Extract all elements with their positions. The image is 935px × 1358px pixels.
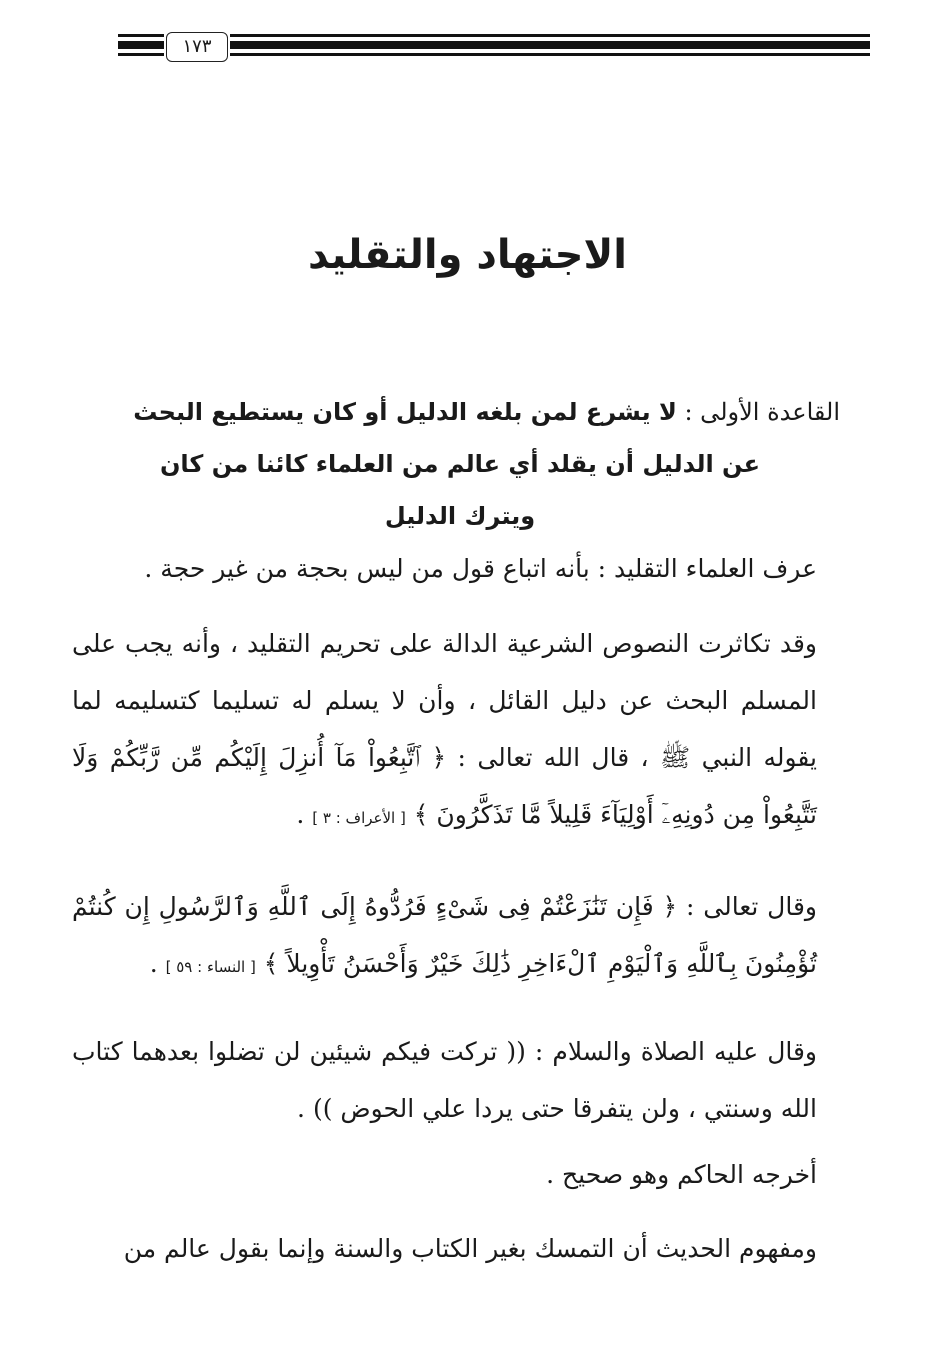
rule-text-line-1: لا يشرع لمن بلغه الدليل أو كان يستطيع البحث <box>133 398 677 426</box>
paragraph-evidence-1 <box>72 615 817 847</box>
rule-label: القاعدة الأولى : <box>684 398 840 426</box>
paragraph-hadith: وقال عليه الصلاة والسلام : (( تركت فيكم شيئين لن تضلوا بعدهما كتاب الله وسنتي ، ولن يتفرقا حتى يردا علي الحوض )) . <box>72 1037 817 1123</box>
header-rule-right <box>230 32 870 58</box>
chapter-title: الاجتهاد والتقليد <box>307 232 627 278</box>
paragraph-definition: عرف العلماء التقليد : بأنه اتباع قول من ليس بحجة من غير حجة . <box>144 554 817 583</box>
quran-close-bracket-2: ﴾ <box>263 949 279 978</box>
header-rule-left <box>118 32 164 58</box>
paragraph-evidence-2 <box>72 878 817 996</box>
quran-verse-araf: ٱتَّبِعُواْ مَآ أُنزِلَ إِلَيْكُم مِّن رَّبِّكُمْ وَلَا تَتَّبِعُواْ مِن دُونِهِۦٓ أَوْلِيَآءَ قَلِيلاً مَّا تَذَكَّرُونَ <box>72 743 817 829</box>
paragraph-evidence-2-intro: وقال تعالى : <box>686 892 817 921</box>
rule-heading-line-1 <box>80 386 840 438</box>
quran-open-bracket: ﴿ <box>431 743 447 772</box>
rule-text-line-3: ويترك الدليل <box>384 502 536 530</box>
quran-close-bracket: ﴾ <box>413 800 429 829</box>
header-rule <box>118 32 870 58</box>
verse-reference-nisa: [ النساء : ٥٩ ] <box>165 958 256 976</box>
verse-reference-araf: [ الأعراف : ٣ ] <box>312 809 406 827</box>
quran-verse-nisa: فَإِن تَنَٰزَعْتُمْ فِى شَىْءٍ فَرُدُّوهُ إِلَى ٱللَّهِ وَٱلرَّسُولِ إِن كُنتُمْ تُؤْمِنُونَ بِٱللَّهِ وَٱلْيَوْمِ ٱلْءَاخِرِ ذَٰلِكَ خَيْرٌ وَأَحْسَنُ تَأْوِيلاً <box>72 892 817 978</box>
paragraph-hadith-source: أخرجه الحاكم وهو صحيح . <box>546 1160 817 1189</box>
paragraph-evidence-1-intro: وقد تكاثرت النصوص الشرعية الدالة على تحريم التقليد ، وأنه يجب على المسلم البحث عن دليل القائل ، وأن لا يسلم له تسليما كتسليمه لما يقوله النبي ﷺ ، قال الله تعالى : <box>72 629 817 772</box>
page-number: ١٧٣ <box>166 32 228 62</box>
paragraph-hadith-meaning: ومفهوم الحديث أن التمسك بغير الكتاب والسنة وإنما بقول عالم من <box>123 1234 817 1263</box>
rule-heading <box>80 386 840 542</box>
rule-text-line-2: عن الدليل أن يقلد أي عالم من العلماء كائنا من كان <box>159 450 761 478</box>
paragraph-evidence-1-end: . <box>296 800 305 829</box>
quran-open-bracket-2: ﴿ <box>662 892 678 921</box>
paragraph-evidence-2-end: . <box>149 949 158 978</box>
